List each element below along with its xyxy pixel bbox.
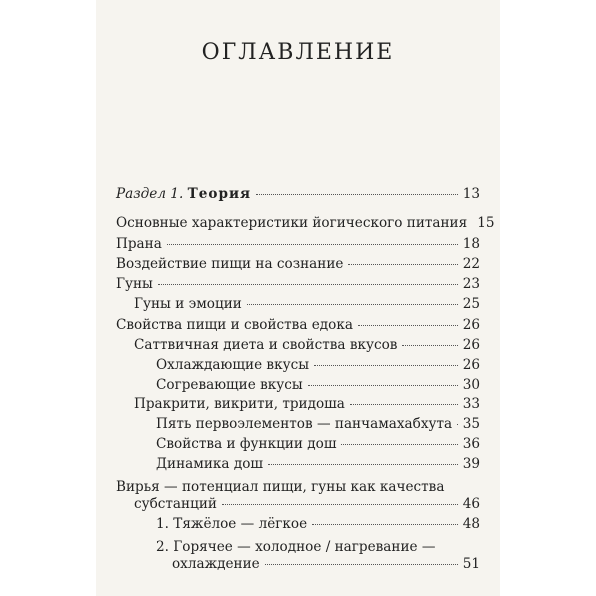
toc-entry (116, 276, 480, 296)
dot-leader (268, 464, 458, 465)
entry-label: охлаждение (172, 556, 260, 572)
page-number: 46 (462, 496, 480, 512)
entry-label: Гуны (116, 276, 153, 292)
entry-label: Пракрити, викрити, тридоша (134, 396, 345, 412)
page-number: 35 (462, 416, 480, 432)
entry-label: Согревающие вкусы (156, 377, 303, 393)
page-number: 30 (462, 377, 480, 393)
entry-label: Свойства пищи и свойства едока (116, 317, 353, 333)
toc-entry (156, 357, 480, 377)
page-number: 26 (462, 337, 480, 353)
entry-label: Охлаждающие вкусы (156, 357, 310, 373)
entry-label: Динамика дош (156, 456, 264, 472)
entry-label: 1. Тяжёлое — лёгкое (156, 516, 308, 532)
page-number: 25 (462, 296, 480, 312)
page-number: 26 (462, 357, 480, 373)
dot-leader (256, 194, 458, 195)
page-number: 51 (462, 556, 480, 572)
toc-entry (116, 317, 480, 337)
entry-label: Основные характеристики йогического питания (116, 215, 468, 231)
section-name: Теория (187, 186, 252, 202)
dot-leader (265, 564, 458, 565)
entry-label: Гуны и эмоции (134, 296, 242, 312)
toc-entry (116, 236, 480, 256)
toc-entry (116, 256, 480, 276)
entry-label: Саттвичная диета и свойства вкусов (134, 337, 398, 353)
toc-entry (156, 516, 480, 536)
toc-entry (134, 496, 480, 516)
dot-leader (158, 284, 458, 285)
page-number: 48 (462, 516, 480, 532)
page-number: 15 (477, 215, 495, 231)
page-number: 23 (462, 276, 480, 292)
toc-entry (134, 396, 480, 416)
toc-entry (134, 337, 480, 357)
page-number: 36 (462, 436, 480, 452)
page-number: 22 (462, 256, 480, 272)
page-number: 39 (462, 456, 480, 472)
page-number: 18 (462, 236, 480, 252)
entry-label: субстанций (134, 496, 217, 512)
dot-leader (402, 345, 457, 346)
dot-leader (348, 264, 457, 265)
page-title: ОГЛАВЛЕНИЕ (201, 40, 395, 65)
dot-leader (167, 244, 458, 245)
dot-leader (350, 404, 458, 405)
dot-leader (314, 365, 458, 366)
dot-leader (457, 424, 458, 425)
page-number: 26 (462, 317, 480, 333)
book-page (96, 0, 500, 596)
dot-leader (308, 385, 458, 386)
toc-entry (134, 296, 480, 316)
toc-section-heading (116, 186, 480, 206)
page-number: 13 (462, 186, 480, 202)
dot-leader (358, 325, 458, 326)
toc-entry-line: 2. Горячее — холодное / нагревание — (156, 539, 436, 555)
toc-entry-line: Вирья — потенциал пищи, гуны как качества (116, 479, 445, 495)
page-number: 33 (462, 396, 480, 412)
entry-label: Свойства и функции дош (156, 436, 337, 452)
entry-label: Пять первоэлементов — панчамахабхута (156, 416, 453, 432)
toc-entry (156, 416, 480, 436)
dot-leader (341, 444, 457, 445)
toc-entry (156, 377, 480, 397)
toc-entry (156, 456, 480, 476)
entry-label: Прана (116, 236, 162, 252)
toc-entry (116, 215, 495, 235)
entry-label: Воздействие пищи на сознание (116, 256, 344, 272)
dot-leader (247, 304, 458, 305)
section-prefix: Раздел 1. (116, 186, 184, 202)
dot-leader (312, 524, 458, 525)
dot-leader (222, 504, 458, 505)
toc-entry (156, 436, 480, 456)
toc-entry (172, 556, 480, 576)
